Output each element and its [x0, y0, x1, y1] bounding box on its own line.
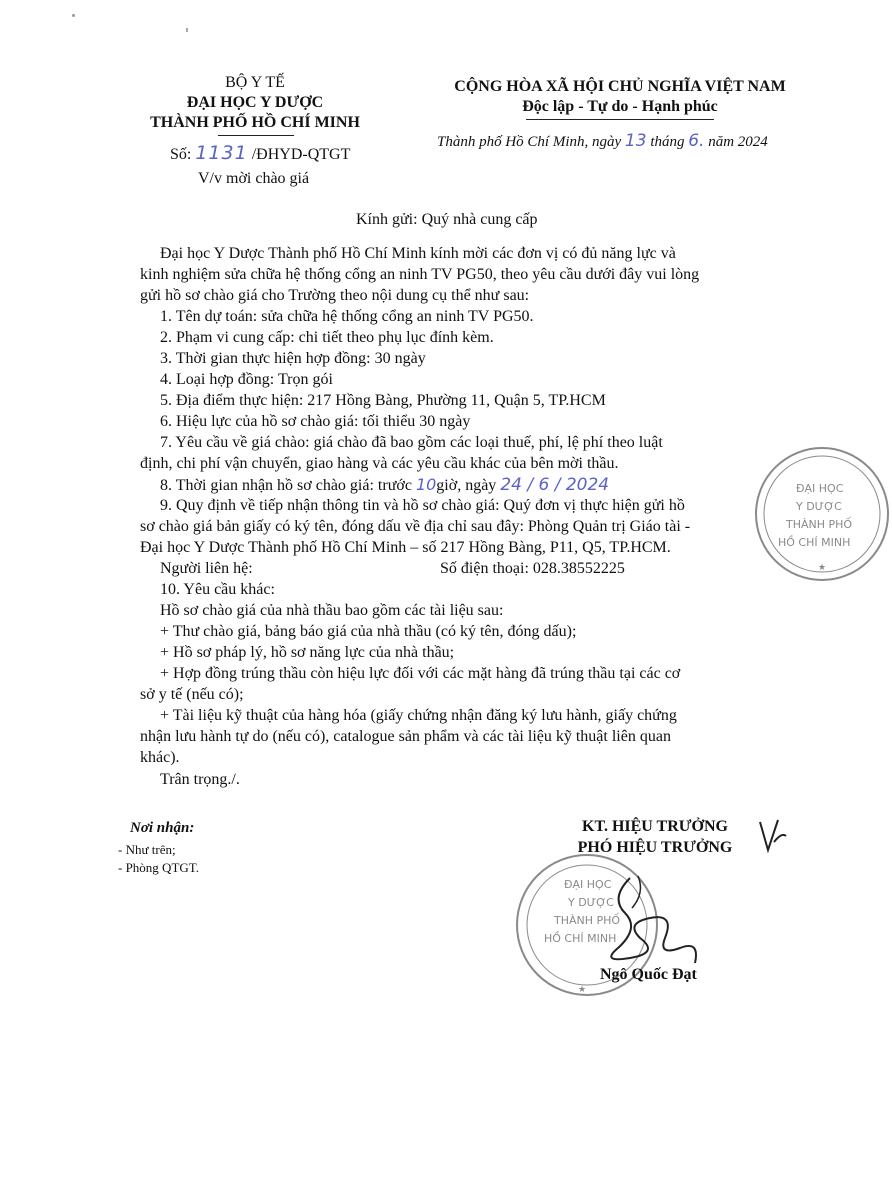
date-year: năm 2024: [708, 134, 768, 150]
official-stamp-side: [752, 444, 892, 584]
list-item: nhận lưu hành tự do (nếu có), catalogue sản phẩm và các tài liệu kỹ thuật liên quan: [140, 728, 671, 745]
greeting: Kính gửi: Quý nhà cung cấp: [356, 211, 538, 228]
list-item: + Thư chào giá, bảng báo giá của nhà thầu (có ký tên, đóng dấu);: [160, 623, 577, 640]
initial-mark-icon: [750, 812, 790, 867]
recipient-item: - Phòng QTGT.: [118, 860, 200, 875]
recipient-item: - Như trên;: [118, 842, 176, 857]
scan-speck: [186, 28, 188, 32]
document-date: [437, 131, 768, 151]
list-item: + Hợp đồng trúng thầu còn hiệu lực đối với các mặt hàng đã trúng thầu tại các cơ: [160, 665, 681, 682]
list-item: khác).: [140, 749, 180, 766]
date-month: 6.: [688, 131, 705, 151]
national-motto: Độc lập - Tự do - Hạnh phúc: [522, 98, 718, 115]
list-item: Đại học Y Dược Thành phố Hồ Chí Minh – số 217 Hồng Bàng, P11, Q5, TP.HCM.: [140, 539, 671, 556]
stamp-text-line4: HỒ CHÍ MINH: [544, 932, 617, 945]
date-day: 13: [624, 131, 647, 151]
university-name-line1: ĐẠI HỌC Y DƯỢC: [186, 94, 324, 111]
deadline-date: 24 / 6 / 2024: [500, 475, 610, 495]
stamp-circle-icon: [752, 444, 892, 584]
document-subject: V/v mời chào giá: [198, 170, 310, 187]
list-item: 10. Yêu cầu khác:: [160, 581, 275, 598]
stamp-text-line3: THÀNH PHỐ: [786, 518, 853, 531]
list-item: 1. Tên dự toán: sửa chữa hệ thống cổng an ninh TV PG50.: [160, 308, 534, 325]
signer-title-2: PHÓ HIỆU TRƯỞNG: [577, 839, 733, 856]
intro-line: Đại học Y Dược Thành phố Hồ Chí Minh kính mời các đơn vị có đủ năng lực và: [160, 245, 676, 262]
svg-text:★: ★: [817, 562, 827, 572]
list-item: sơ chào giá bản giấy có ký tên, đóng dấu về địa chỉ sau đây: Phòng Quản trị Giáo tài -: [140, 518, 691, 535]
stamp-text-line1: ĐẠI HỌC: [564, 878, 612, 891]
recipients-title: Nơi nhận:: [130, 820, 195, 836]
list-item: 9. Quy định về tiếp nhận thông tin và hồ sơ chào giá: Quý đơn vị thực hiện gửi hồ: [160, 497, 685, 514]
list-item: 3. Thời gian thực hiện hợp đồng: 30 ngày: [160, 350, 426, 367]
scan-speck: [72, 14, 75, 17]
number-handwritten: 1131: [195, 142, 248, 164]
deadline-prefix: 8. Thời gian nhận hồ sơ chào giá: trước: [160, 477, 412, 494]
contact-label: Người liên hệ:: [160, 560, 253, 577]
list-item: sở y tế (nếu có);: [140, 686, 244, 703]
list-item: + Hồ sơ pháp lý, hồ sơ năng lực của nhà thầu;: [160, 644, 455, 661]
number-label: Số:: [170, 146, 192, 163]
svg-text:★: ★: [577, 984, 587, 994]
list-item: định, chi phí vận chuyển, giao hàng và các yêu cầu khác của bên mời thầu.: [140, 455, 619, 472]
motto-underline: [526, 119, 714, 120]
stamp-text-line1: ĐẠI HỌC: [796, 482, 844, 495]
ministry-name: BỘ Y TẾ: [225, 74, 285, 91]
number-suffix: /ĐHYD-QTGT: [251, 146, 351, 163]
university-name-line2: THÀNH PHỐ HỒ CHÍ MINH: [150, 114, 360, 131]
document-number: [170, 142, 350, 164]
list-item: 6. Hiệu lực của hồ sơ chào giá: tối thiểu 30 ngày: [160, 413, 471, 430]
list-item: 2. Phạm vi cung cấp: chi tiết theo phụ lục đính kèm.: [160, 329, 494, 346]
signer-title-1: KT. HIỆU TRƯỞNG: [582, 818, 728, 835]
list-item-deadline: [160, 475, 800, 496]
header-left-underline: [218, 135, 294, 136]
nation-name: CỘNG HÒA XÃ HỘI CHỦ NGHĨA VIỆT NAM: [454, 78, 786, 95]
list-item: 4. Loại hợp đồng: Trọn gói: [160, 371, 333, 388]
phone-label: Số điện thoại: 028.38552225: [440, 560, 625, 577]
closing: Trân trọng./.: [160, 771, 240, 788]
list-item: Hồ sơ chào giá của nhà thầu bao gồm các tài liệu sau:: [160, 602, 504, 619]
stamp-text-line4: HỒ CHÍ MINH: [778, 536, 851, 549]
deadline-hour: 10: [415, 475, 437, 494]
list-item: 7. Yêu cầu về giá chào: giá chào đã bao gồm các loại thuế, phí, lệ phí theo luật: [160, 434, 663, 451]
stamp-text-line2: Y DƯỢC: [568, 896, 614, 909]
stamp-text-line2: Y DƯỢC: [796, 500, 842, 513]
intro-line: gửi hồ sơ chào giá cho Trường theo nội dung cụ thể như sau:: [140, 287, 530, 304]
date-month-label: tháng: [650, 134, 685, 150]
list-item: + Tài liệu kỹ thuật của hàng hóa (giấy chứng nhận đăng ký lưu hành, giấy chứng: [160, 707, 677, 724]
intro-line: kinh nghiệm sửa chữa hệ thống cổng an ninh TV PG50, theo yêu cầu dưới đây vui lòng: [140, 266, 700, 283]
signature-scribble-icon: [570, 868, 710, 978]
stamp-text-line3: THÀNH PHỐ: [554, 914, 621, 927]
date-prefix: Thành phố Hồ Chí Minh, ngày: [437, 134, 622, 150]
signer-name: Ngô Quốc Đạt: [600, 966, 697, 983]
list-item: 5. Địa điểm thực hiện: 217 Hồng Bàng, Phường 11, Quận 5, TP.HCM: [160, 392, 606, 409]
deadline-mid: giờ, ngày: [436, 477, 497, 494]
